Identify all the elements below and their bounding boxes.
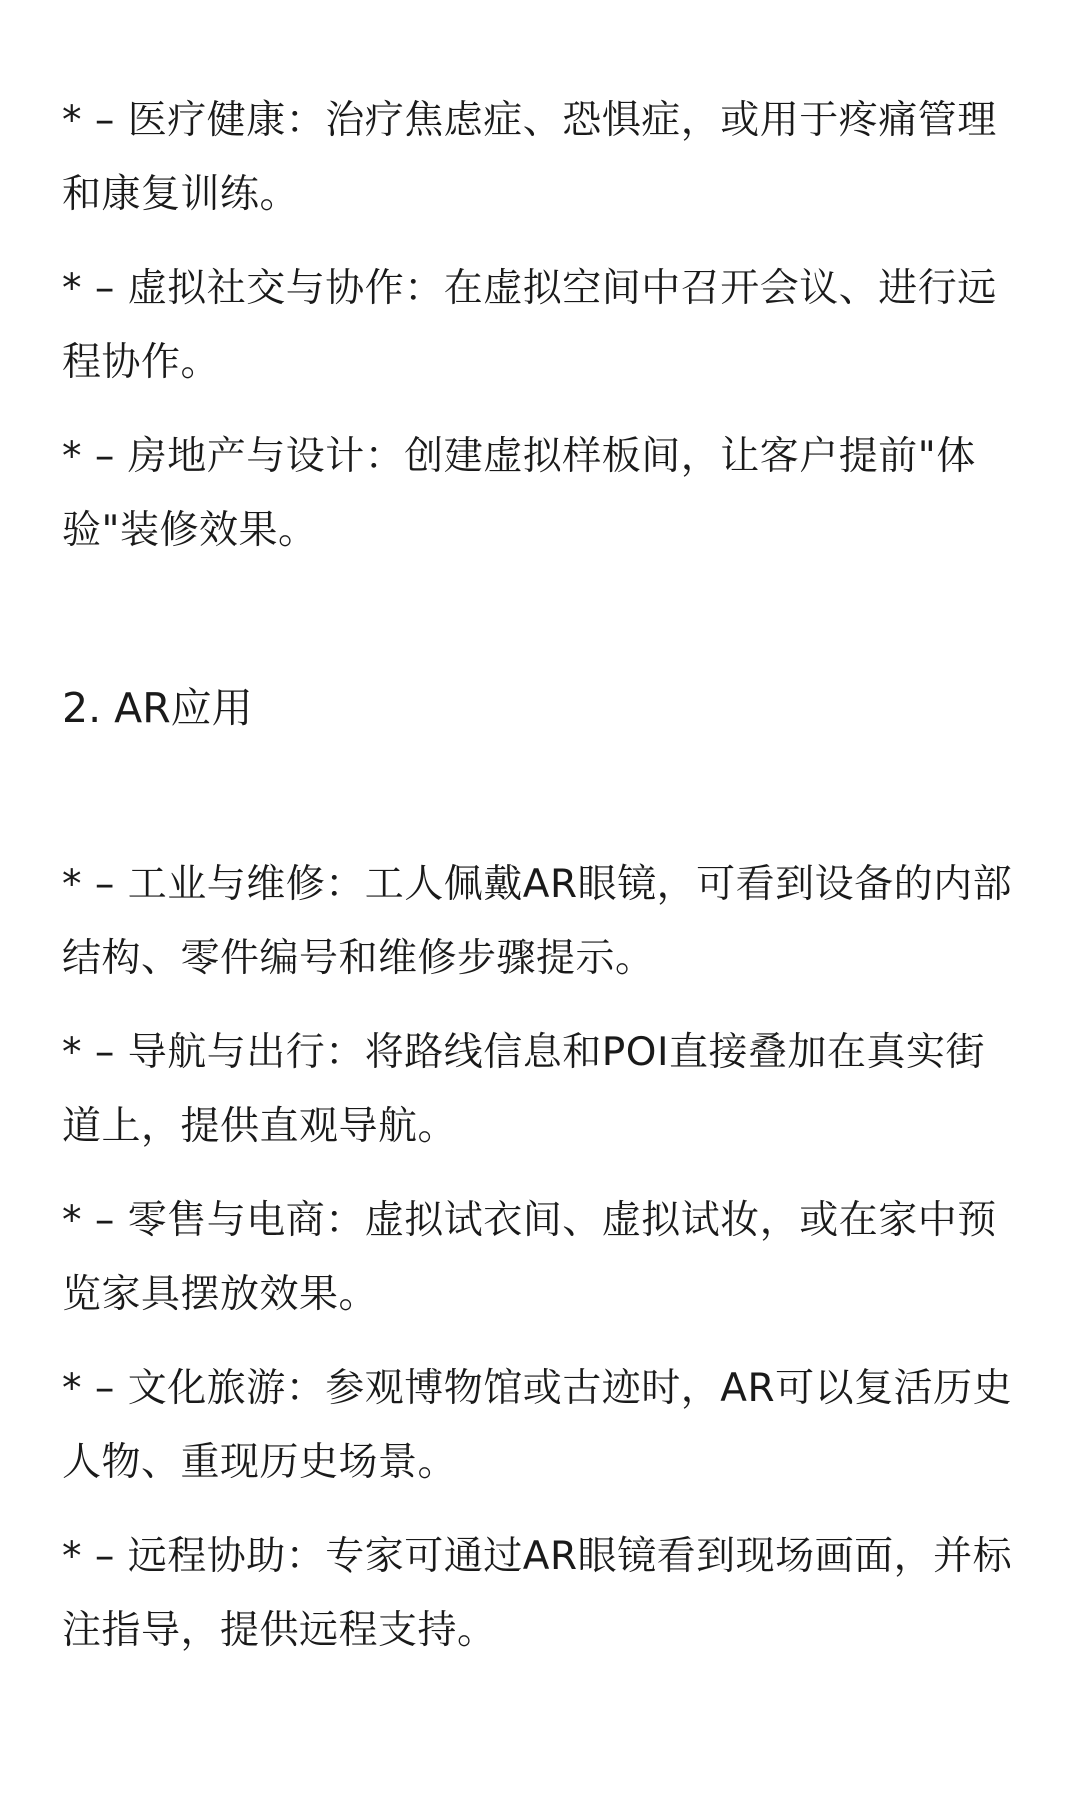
ar-applications-list — [62, 848, 1018, 1668]
list-item-culture-tourism: * – 文化旅游：参观博物馆或古迹时，AR可以复活历史人物、重现历史场景。 — [62, 1366, 1013, 1485]
list-item-navigation: * – 导航与出行：将路线信息和POI直接叠加在真实街道上，提供直观导航。 — [62, 1030, 986, 1149]
section-heading-ar: 2. AR应用 — [62, 684, 253, 732]
list-item-social-collaboration: * – 虚拟社交与协作：在虚拟空间中召开会议、进行远程协作。 — [62, 266, 997, 385]
list-item-real-estate: * – 房地产与设计：创建虚拟样板间，让客户提前"体验"装修效果。 — [62, 434, 976, 553]
list-item-industry-maintenance: * – 工业与维修：工人佩戴AR眼镜，可看到设备的内部结构、零件编号和维修步骤提示。 — [62, 862, 1013, 981]
list-item-medical: * – 医疗健康：治疗焦虑症、恐惧症，或用于疼痛管理和康复训练。 — [62, 98, 997, 217]
vr-applications-list — [62, 84, 1018, 568]
list-item-remote-assistance: * – 远程协助：专家可通过AR眼镜看到现场画面，并标注指导，提供远程支持。 — [62, 1534, 1013, 1653]
list-item-retail: * – 零售与电商：虚拟试衣间、虚拟试妆，或在家中预览家具摆放效果。 — [62, 1198, 997, 1317]
